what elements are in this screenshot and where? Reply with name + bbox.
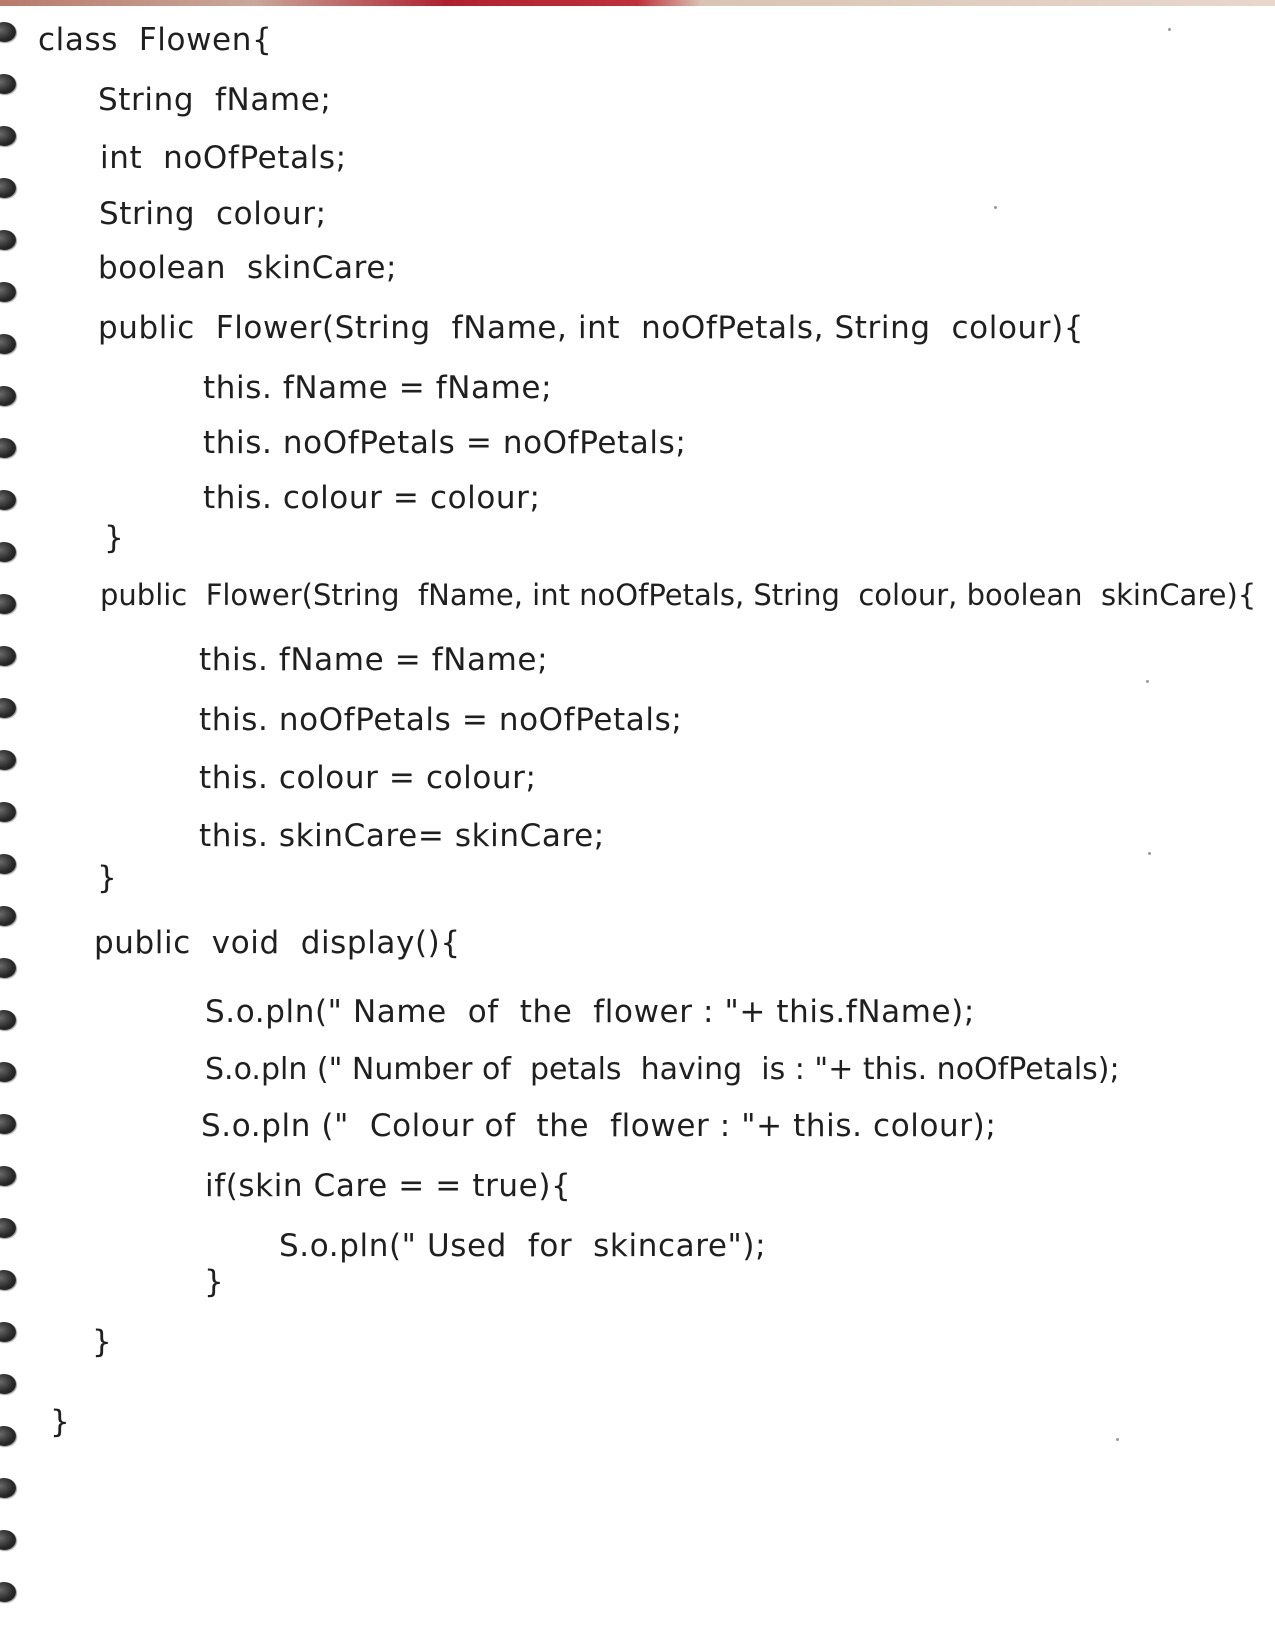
paper-speck bbox=[1116, 1438, 1119, 1441]
code-line-assign-petals-1: this. noOfPetals = noOfPetals; bbox=[203, 425, 687, 461]
code-line-assign-colour-2: this. colour = colour; bbox=[199, 760, 537, 796]
code-line-field-skincare: boolean skinCare; bbox=[98, 250, 398, 286]
code-line-close-brace-method: } bbox=[92, 1324, 113, 1360]
code-line-assign-colour-1: this. colour = colour; bbox=[203, 480, 541, 516]
code-line-if-skincare: if(skin Care = = true){ bbox=[205, 1168, 572, 1204]
code-line-print-petals: S.o.pln (" Number of petals having is : "+ this. noOfPetals); bbox=[205, 1052, 1120, 1087]
paper-speck bbox=[1146, 680, 1149, 683]
code-line-close-brace-1: } bbox=[104, 520, 125, 556]
code-line-field-fname: String fName; bbox=[98, 82, 332, 118]
code-line-close-brace-class: } bbox=[50, 1404, 71, 1440]
code-line-assign-skincare-2: this. skinCare= skinCare; bbox=[199, 818, 605, 854]
code-line-close-brace-2: } bbox=[97, 860, 118, 896]
code-line-print-name: S.o.pln(" Name of the flower : "+ this.fName); bbox=[205, 994, 975, 1030]
paper-speck bbox=[1148, 852, 1151, 855]
code-line-close-brace-if: } bbox=[204, 1264, 225, 1300]
paper-speck bbox=[994, 206, 997, 209]
code-line-print-skincare: S.o.pln(" Used for skincare"); bbox=[279, 1228, 767, 1264]
code-line-display-method: public void display(){ bbox=[94, 925, 461, 961]
code-line-constructor-1: public Flower(String fName, int noOfPetals, String colour){ bbox=[98, 310, 1085, 346]
code-line-field-petals: int noOfPetals; bbox=[100, 140, 347, 176]
paper-speck bbox=[1168, 28, 1171, 31]
code-line-class-decl: class Flowen{ bbox=[38, 22, 273, 58]
code-line-constructor-2: public Flower(String fName, int noOfPetals, String colour, boolean skinCare){ bbox=[100, 578, 1257, 612]
code-line-assign-petals-2: this. noOfPetals = noOfPetals; bbox=[199, 702, 683, 738]
code-line-assign-fname-2: this. fName = fName; bbox=[199, 642, 549, 678]
code-line-print-colour: S.o.pln (" Colour of the flower : "+ this. colour); bbox=[201, 1108, 997, 1144]
code-line-assign-fname-1: this. fName = fName; bbox=[203, 370, 553, 406]
code-line-field-colour: String colour; bbox=[99, 196, 327, 232]
